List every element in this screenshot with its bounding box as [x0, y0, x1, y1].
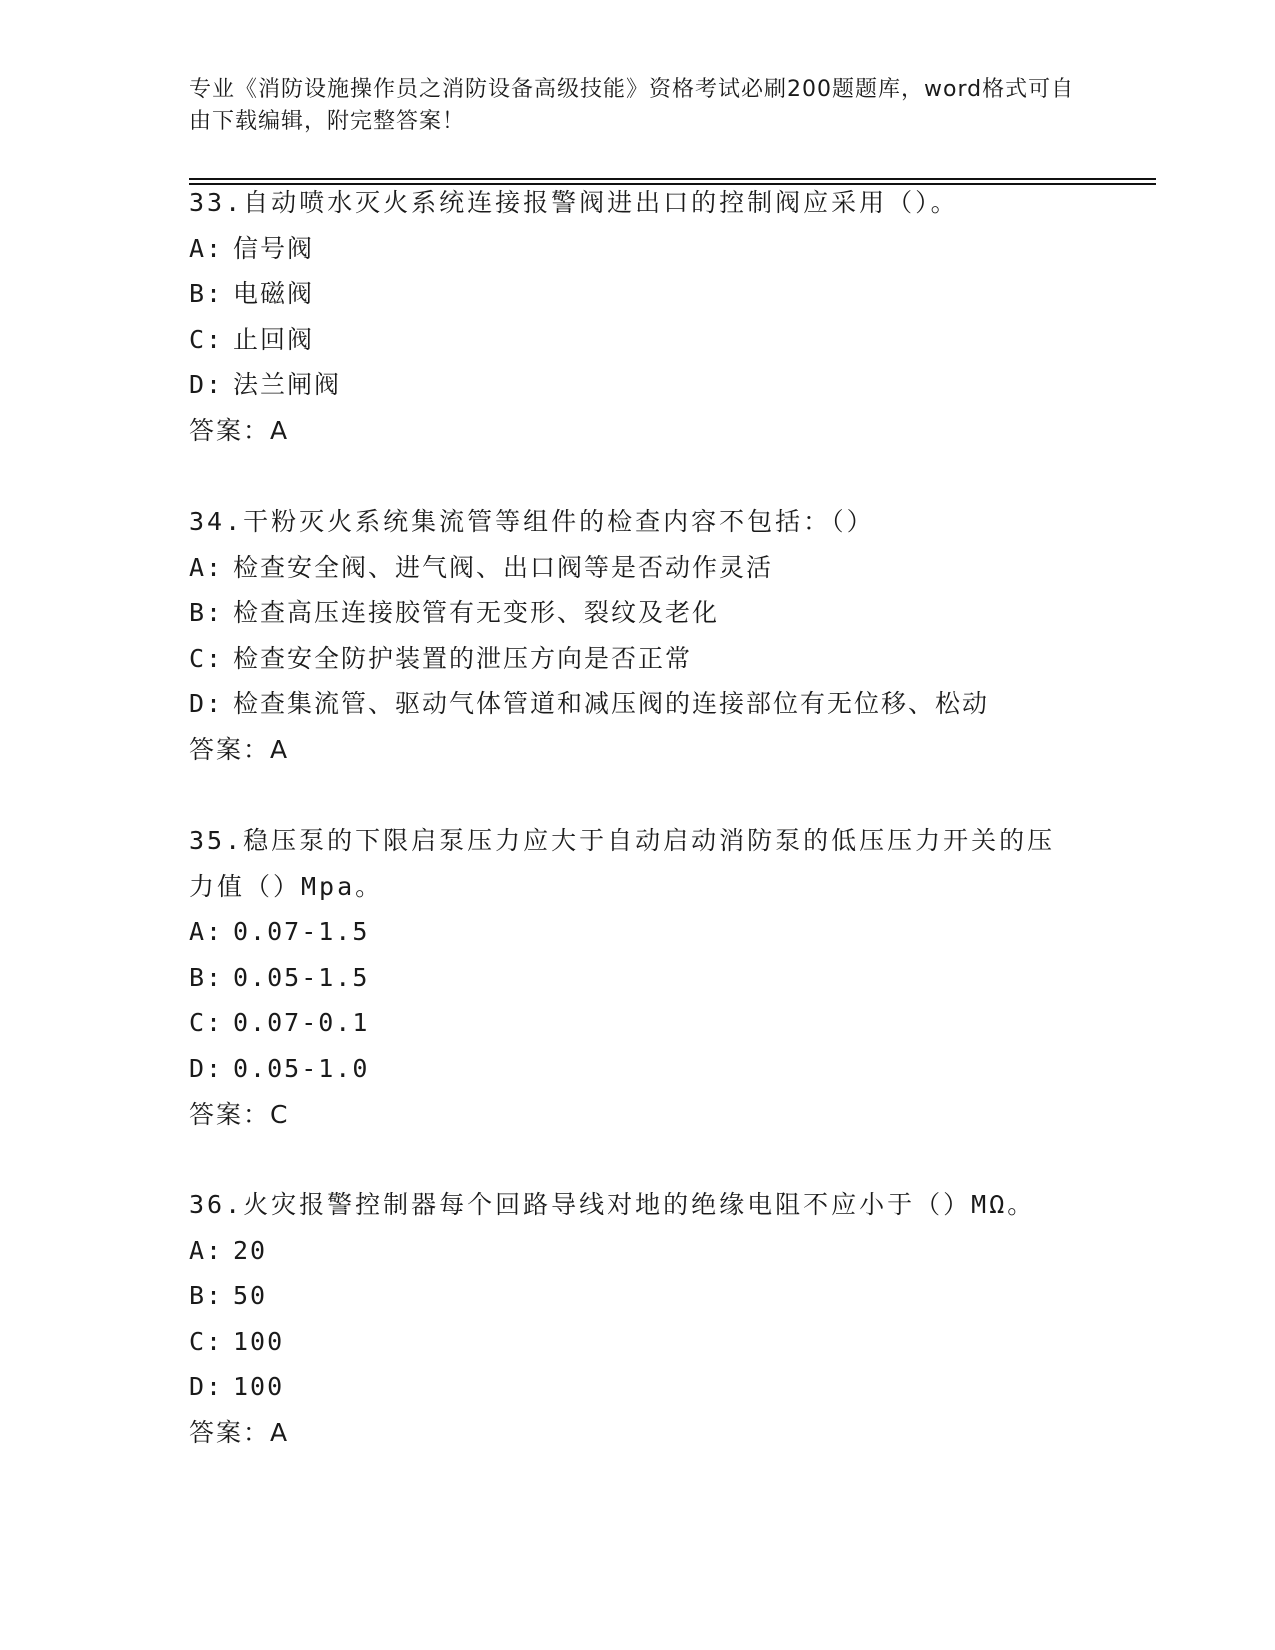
option-c	[189, 1319, 1089, 1365]
option-a	[189, 226, 1089, 272]
option-letter: B:	[189, 1281, 224, 1311]
question-stem: 35.稳压泵的下限启泵压力应大于自动启动消防泵的低压压力开关的压力值（）Mpa。	[189, 826, 1056, 901]
option-letter: D:	[189, 1053, 224, 1083]
option-text: 法兰闸阀	[233, 370, 342, 400]
question-35	[189, 818, 1089, 1137]
question-stem: 36.火灾报警控制器每个回路导线对地的绝缘电阻不应小于（）MΩ。	[189, 1190, 1036, 1219]
option-a	[189, 1228, 1089, 1274]
option-text: 0.07-1.5	[233, 917, 370, 947]
option-c	[189, 636, 1089, 682]
option-c	[189, 1000, 1089, 1046]
option-b	[189, 955, 1089, 1001]
option-letter: A:	[189, 233, 224, 263]
option-text: 止回阀	[233, 324, 315, 354]
option-text: 检查安全阀、进气阀、出口阀等是否动作灵活	[233, 552, 774, 582]
option-text: 0.05-1.0	[233, 1053, 370, 1083]
option-d	[189, 362, 1089, 408]
option-letter: C:	[189, 1008, 224, 1038]
option-text: 检查集流管、驱动气体管道和减压阀的连接部位有无位移、松动	[233, 689, 990, 719]
option-letter: D:	[189, 370, 224, 400]
option-text: 50	[233, 1281, 268, 1311]
answer-line: 答案：A	[189, 415, 290, 445]
option-a	[189, 909, 1089, 955]
option-text: 100	[233, 1326, 285, 1356]
option-letter: B:	[189, 279, 224, 309]
option-letter: B:	[189, 962, 224, 992]
option-letter: C:	[189, 643, 224, 673]
option-letter: A:	[189, 552, 224, 582]
question-34	[189, 499, 1089, 773]
question-stem: 33.自动喷水灭火系统连接报警阀进出口的控制阀应采用（）。	[189, 188, 959, 217]
question-33	[189, 180, 1089, 454]
question-stem: 34.干粉灭火系统集流管等组件的检查内容不包括：（）	[189, 507, 875, 536]
option-letter: D:	[189, 689, 224, 719]
document-intro: 专业《消防设施操作员之消防设备高级技能》资格考试必刷200题题库，word格式可自由下载编辑，附完整答案！	[189, 77, 1075, 134]
option-text: 0.07-0.1	[233, 1008, 370, 1038]
option-b	[189, 590, 1089, 636]
option-a	[189, 545, 1089, 591]
option-letter: A:	[189, 1235, 224, 1265]
option-text: 100	[233, 1372, 285, 1402]
option-d	[189, 1046, 1089, 1092]
option-letter: D:	[189, 1372, 224, 1402]
option-b	[189, 1273, 1089, 1319]
answer-line: 答案：A	[189, 1417, 290, 1447]
option-letter: C:	[189, 324, 224, 354]
option-b	[189, 271, 1089, 317]
question-36	[189, 1182, 1089, 1456]
option-d	[189, 681, 1089, 727]
option-text: 电磁阀	[233, 279, 315, 309]
option-text: 20	[233, 1235, 268, 1265]
option-text: 检查高压连接胶管有无变形、裂纹及老化	[233, 598, 720, 628]
option-letter: C:	[189, 1326, 224, 1356]
answer-line: 答案：C	[189, 1099, 290, 1129]
answer-line: 答案：A	[189, 734, 290, 764]
option-c	[189, 317, 1089, 363]
option-d	[189, 1364, 1089, 1410]
option-text: 0.05-1.5	[233, 962, 370, 992]
option-letter: B:	[189, 598, 224, 628]
option-letter: A:	[189, 917, 224, 947]
option-text: 信号阀	[233, 233, 315, 263]
option-text: 检查安全防护装置的泄压方向是否正常	[233, 643, 693, 673]
